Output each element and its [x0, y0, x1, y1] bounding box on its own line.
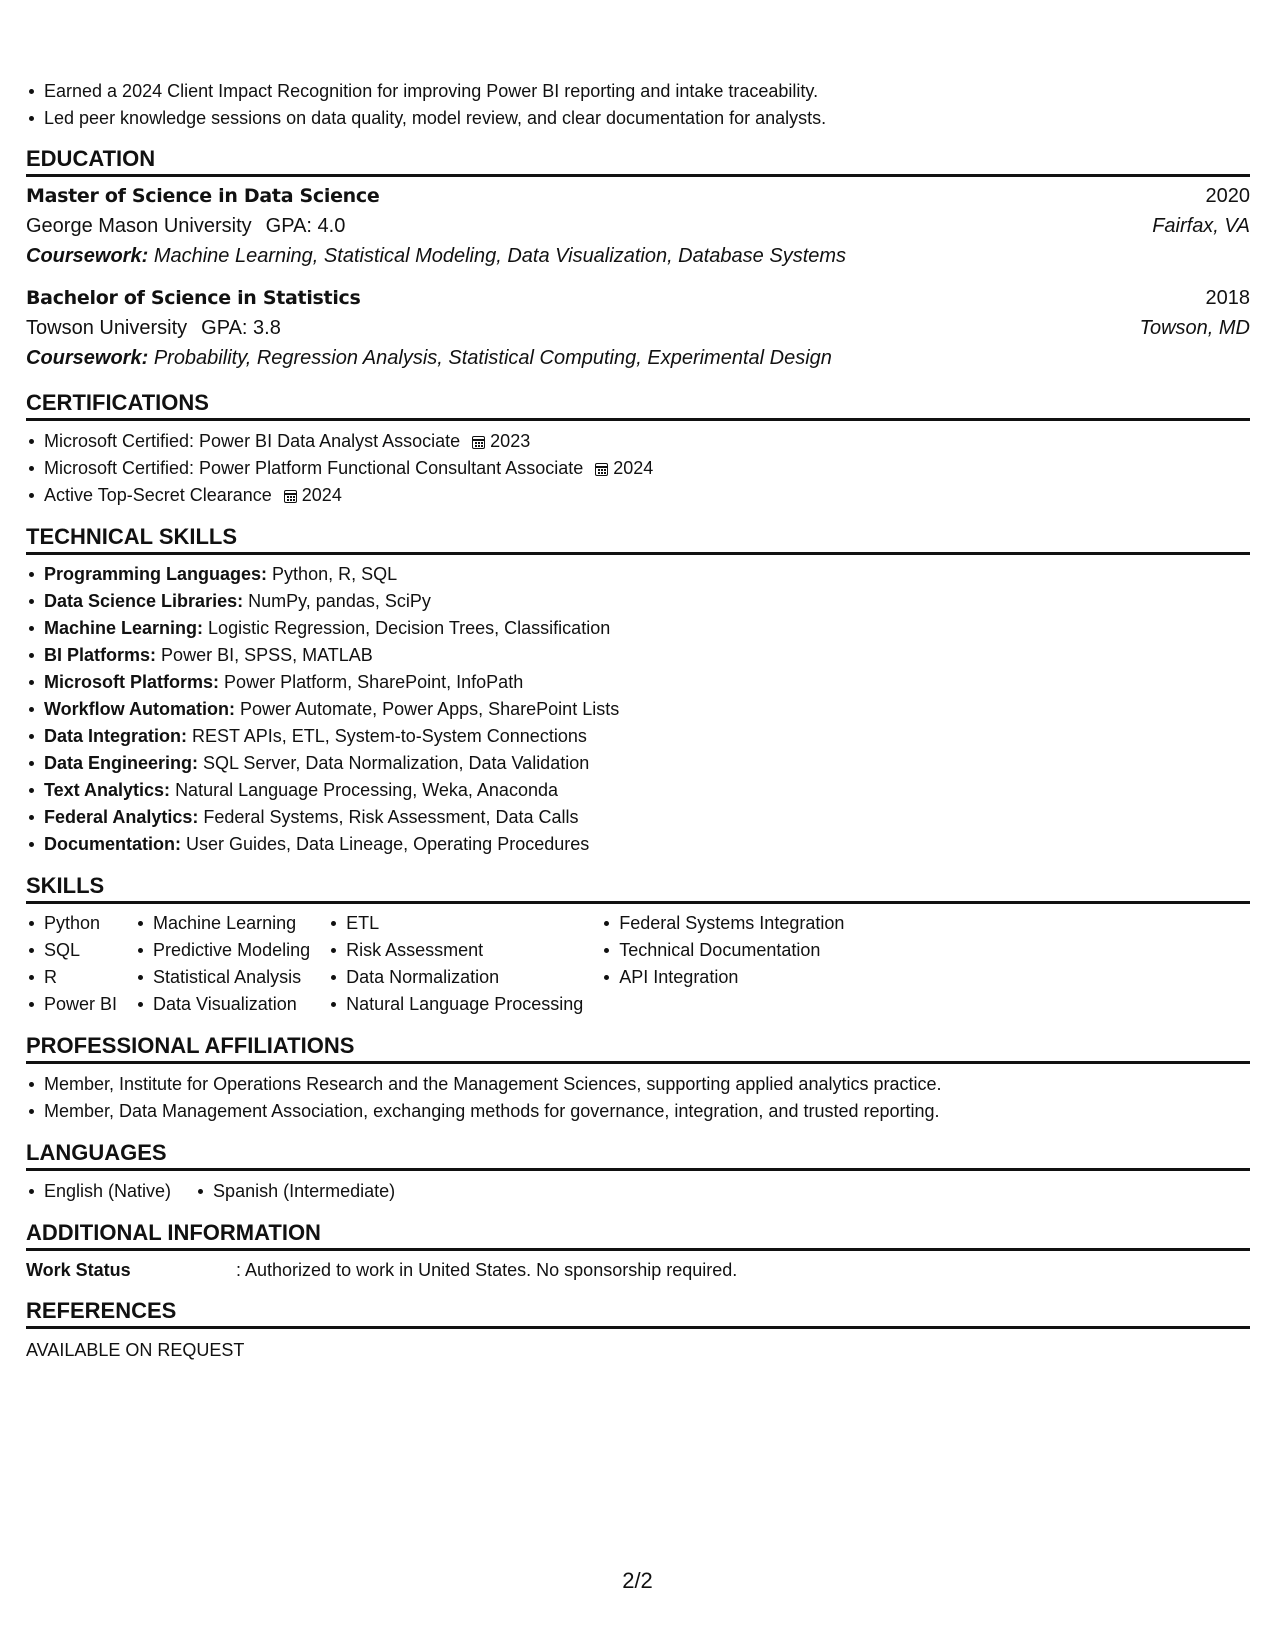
- section-title: CERTIFICATIONS: [26, 390, 1250, 421]
- calendar-icon: [284, 490, 297, 503]
- list-item: Programming Languages: Python, R, SQL: [26, 561, 1250, 588]
- list-item: R: [26, 964, 117, 991]
- certifications-section: [26, 390, 1250, 509]
- calendar-icon: [472, 436, 485, 449]
- section-title: TECHNICAL SKILLS: [26, 524, 1250, 555]
- additional-info-section: [26, 1220, 1250, 1283]
- list-item: Python: [26, 910, 117, 937]
- list-item: Data Integration: REST APIs, ETL, System-to-System Connections: [26, 723, 1250, 750]
- list-item: Documentation: User Guides, Data Lineage, Operating Procedures: [26, 831, 1250, 858]
- gpa: GPA: 3.8: [201, 317, 281, 339]
- list-item: Risk Assessment: [328, 937, 583, 964]
- list-item: ETL: [328, 910, 583, 937]
- section-title: REFERENCES: [26, 1298, 1250, 1329]
- education-entry: [26, 283, 1250, 373]
- education-section: [26, 146, 1250, 373]
- school-name: George Mason University: [26, 215, 252, 237]
- list-item: Natural Language Processing: [328, 991, 583, 1018]
- languages-section: [26, 1140, 1250, 1205]
- coursework: Coursework: Probability, Regression Analysis, Statistical Computing, Experimental Design: [26, 347, 832, 369]
- skills-column: [601, 910, 844, 1018]
- degree: Bachelor of Science in Statistics: [26, 287, 361, 309]
- calendar-icon: [595, 463, 608, 476]
- list-item: SQL: [26, 937, 117, 964]
- list-item: Text Analytics: Natural Language Processing, Weka, Anaconda: [26, 777, 1250, 804]
- experience-bullets: [26, 78, 1250, 132]
- graduation-year: 2018: [1205, 287, 1250, 309]
- references-section: [26, 1298, 1250, 1363]
- work-status-value: : Authorized to work in United States. No sponsorship required.: [236, 1260, 738, 1280]
- resume-page: [26, 78, 1250, 1363]
- page-number: 2/2: [622, 1568, 653, 1593]
- skills-column: [328, 910, 583, 1018]
- section-title: SKILLS: [26, 873, 1250, 904]
- list-item: API Integration: [601, 964, 844, 991]
- graduation-year: 2020: [1205, 185, 1250, 207]
- education-entry: [26, 181, 1250, 271]
- location: Fairfax, VA: [1152, 215, 1250, 237]
- list-item: Microsoft Certified: Power BI Data Analyst Associate 2023: [26, 428, 1250, 455]
- list-item: Power BI: [26, 991, 117, 1018]
- affiliations-section: [26, 1033, 1250, 1125]
- list-item: Led peer knowledge sessions on data quality, model review, and clear documentation for analysts.: [26, 105, 1250, 132]
- list-item: Machine Learning: Logistic Regression, Decision Trees, Classification: [26, 615, 1250, 642]
- skills-section: [26, 873, 1250, 1018]
- list-item: Workflow Automation: Power Automate, Power Apps, SharePoint Lists: [26, 696, 1250, 723]
- list-item: English (Native): [26, 1178, 171, 1205]
- list-item: Machine Learning: [135, 910, 310, 937]
- list-item: BI Platforms: Power BI, SPSS, MATLAB: [26, 642, 1250, 669]
- section-title: LANGUAGES: [26, 1140, 1250, 1171]
- skills-column: [26, 910, 117, 1018]
- list-item: Data Science Libraries: NumPy, pandas, SciPy: [26, 588, 1250, 615]
- references-text: AVAILABLE ON REQUEST: [26, 1340, 245, 1360]
- list-item: Data Engineering: SQL Server, Data Normalization, Data Validation: [26, 750, 1250, 777]
- list-item: Technical Documentation: [601, 937, 844, 964]
- list-item: Data Visualization: [135, 991, 310, 1018]
- list-item: Data Normalization: [328, 964, 583, 991]
- school-name: Towson University: [26, 317, 188, 339]
- list-item: Active Top-Secret Clearance 2024: [26, 482, 1250, 509]
- list-item: Microsoft Certified: Power Platform Functional Consultant Associate 2024: [26, 455, 1250, 482]
- location: Towson, MD: [1139, 317, 1250, 339]
- list-item: Federal Analytics: Federal Systems, Risk Assessment, Data Calls: [26, 804, 1250, 831]
- list-item: Federal Systems Integration: [601, 910, 844, 937]
- work-status-row: [26, 1257, 1250, 1283]
- degree: Master of Science in Data Science: [26, 185, 380, 207]
- section-title: ADDITIONAL INFORMATION: [26, 1220, 1250, 1251]
- technical-skills-section: [26, 524, 1250, 858]
- coursework: Coursework: Machine Learning, Statistical Modeling, Data Visualization, Database Systems: [26, 245, 847, 267]
- list-item: Member, Data Management Association, exchanging methods for governance, integration, and trusted reporting.: [26, 1098, 1250, 1125]
- list-item: Spanish (Intermediate): [195, 1178, 395, 1205]
- gpa: GPA: 4.0: [265, 215, 346, 237]
- section-title: PROFESSIONAL AFFILIATIONS: [26, 1033, 1250, 1064]
- skills-column: [135, 910, 310, 1018]
- work-status-label: Work Status: [26, 1260, 131, 1280]
- list-item: Microsoft Platforms: Power Platform, SharePoint, InfoPath: [26, 669, 1250, 696]
- list-item: Earned a 2024 Client Impact Recognition for improving Power BI reporting and intake traceability.: [26, 78, 1250, 105]
- list-item: Member, Institute for Operations Research and the Management Sciences, supporting applied analytics practice.: [26, 1071, 1250, 1098]
- section-title: EDUCATION: [26, 146, 1250, 177]
- list-item: Statistical Analysis: [135, 964, 310, 991]
- list-item: Predictive Modeling: [135, 937, 310, 964]
